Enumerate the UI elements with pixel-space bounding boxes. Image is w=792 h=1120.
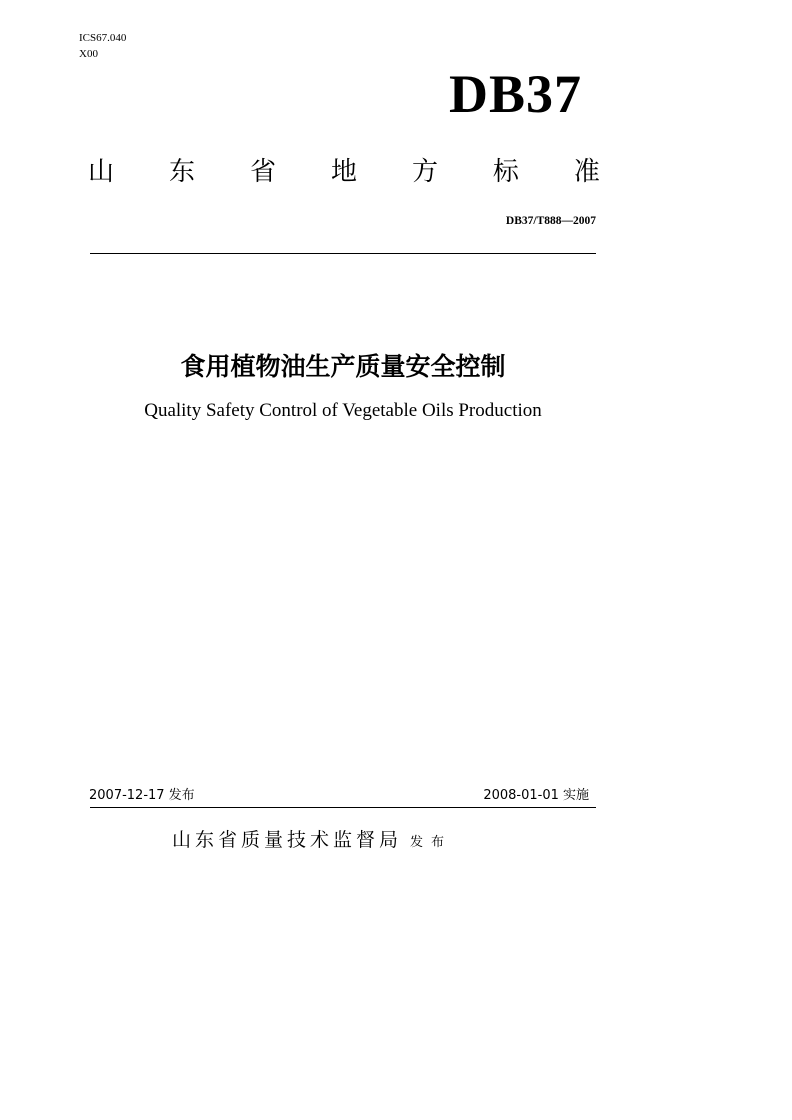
- implementation-date: 2008-01-01 实施: [483, 788, 589, 803]
- publisher-line: [172, 824, 452, 859]
- header-divider: [90, 253, 596, 254]
- standard-type-char: 省: [249, 157, 276, 187]
- document-title-chinese: 食用植物油生产质量安全控制: [180, 352, 506, 381]
- standard-type-char: 方: [411, 157, 438, 187]
- issue-date: 2007-12-17 发布: [89, 788, 195, 803]
- ics-code: ICS67.040: [79, 32, 127, 44]
- publisher-verb: 发布: [410, 835, 453, 850]
- standard-logo: DB37: [448, 64, 582, 124]
- document-title-english: Quality Safety Control of Vegetable Oils Production: [144, 400, 542, 421]
- standard-type-heading: [88, 154, 600, 190]
- standard-number: DB37/T888—2007: [505, 215, 596, 227]
- standard-type-char: 准: [573, 157, 600, 187]
- standard-type-char: 地: [330, 157, 357, 187]
- classification-code: X00: [79, 48, 98, 60]
- standard-type-char: 标: [492, 157, 519, 187]
- standard-type-char: 东: [168, 157, 195, 187]
- footer-divider: [90, 807, 596, 808]
- standard-type-char: 山: [88, 157, 115, 187]
- publisher-name: 山东省质量技术监督局: [172, 829, 403, 851]
